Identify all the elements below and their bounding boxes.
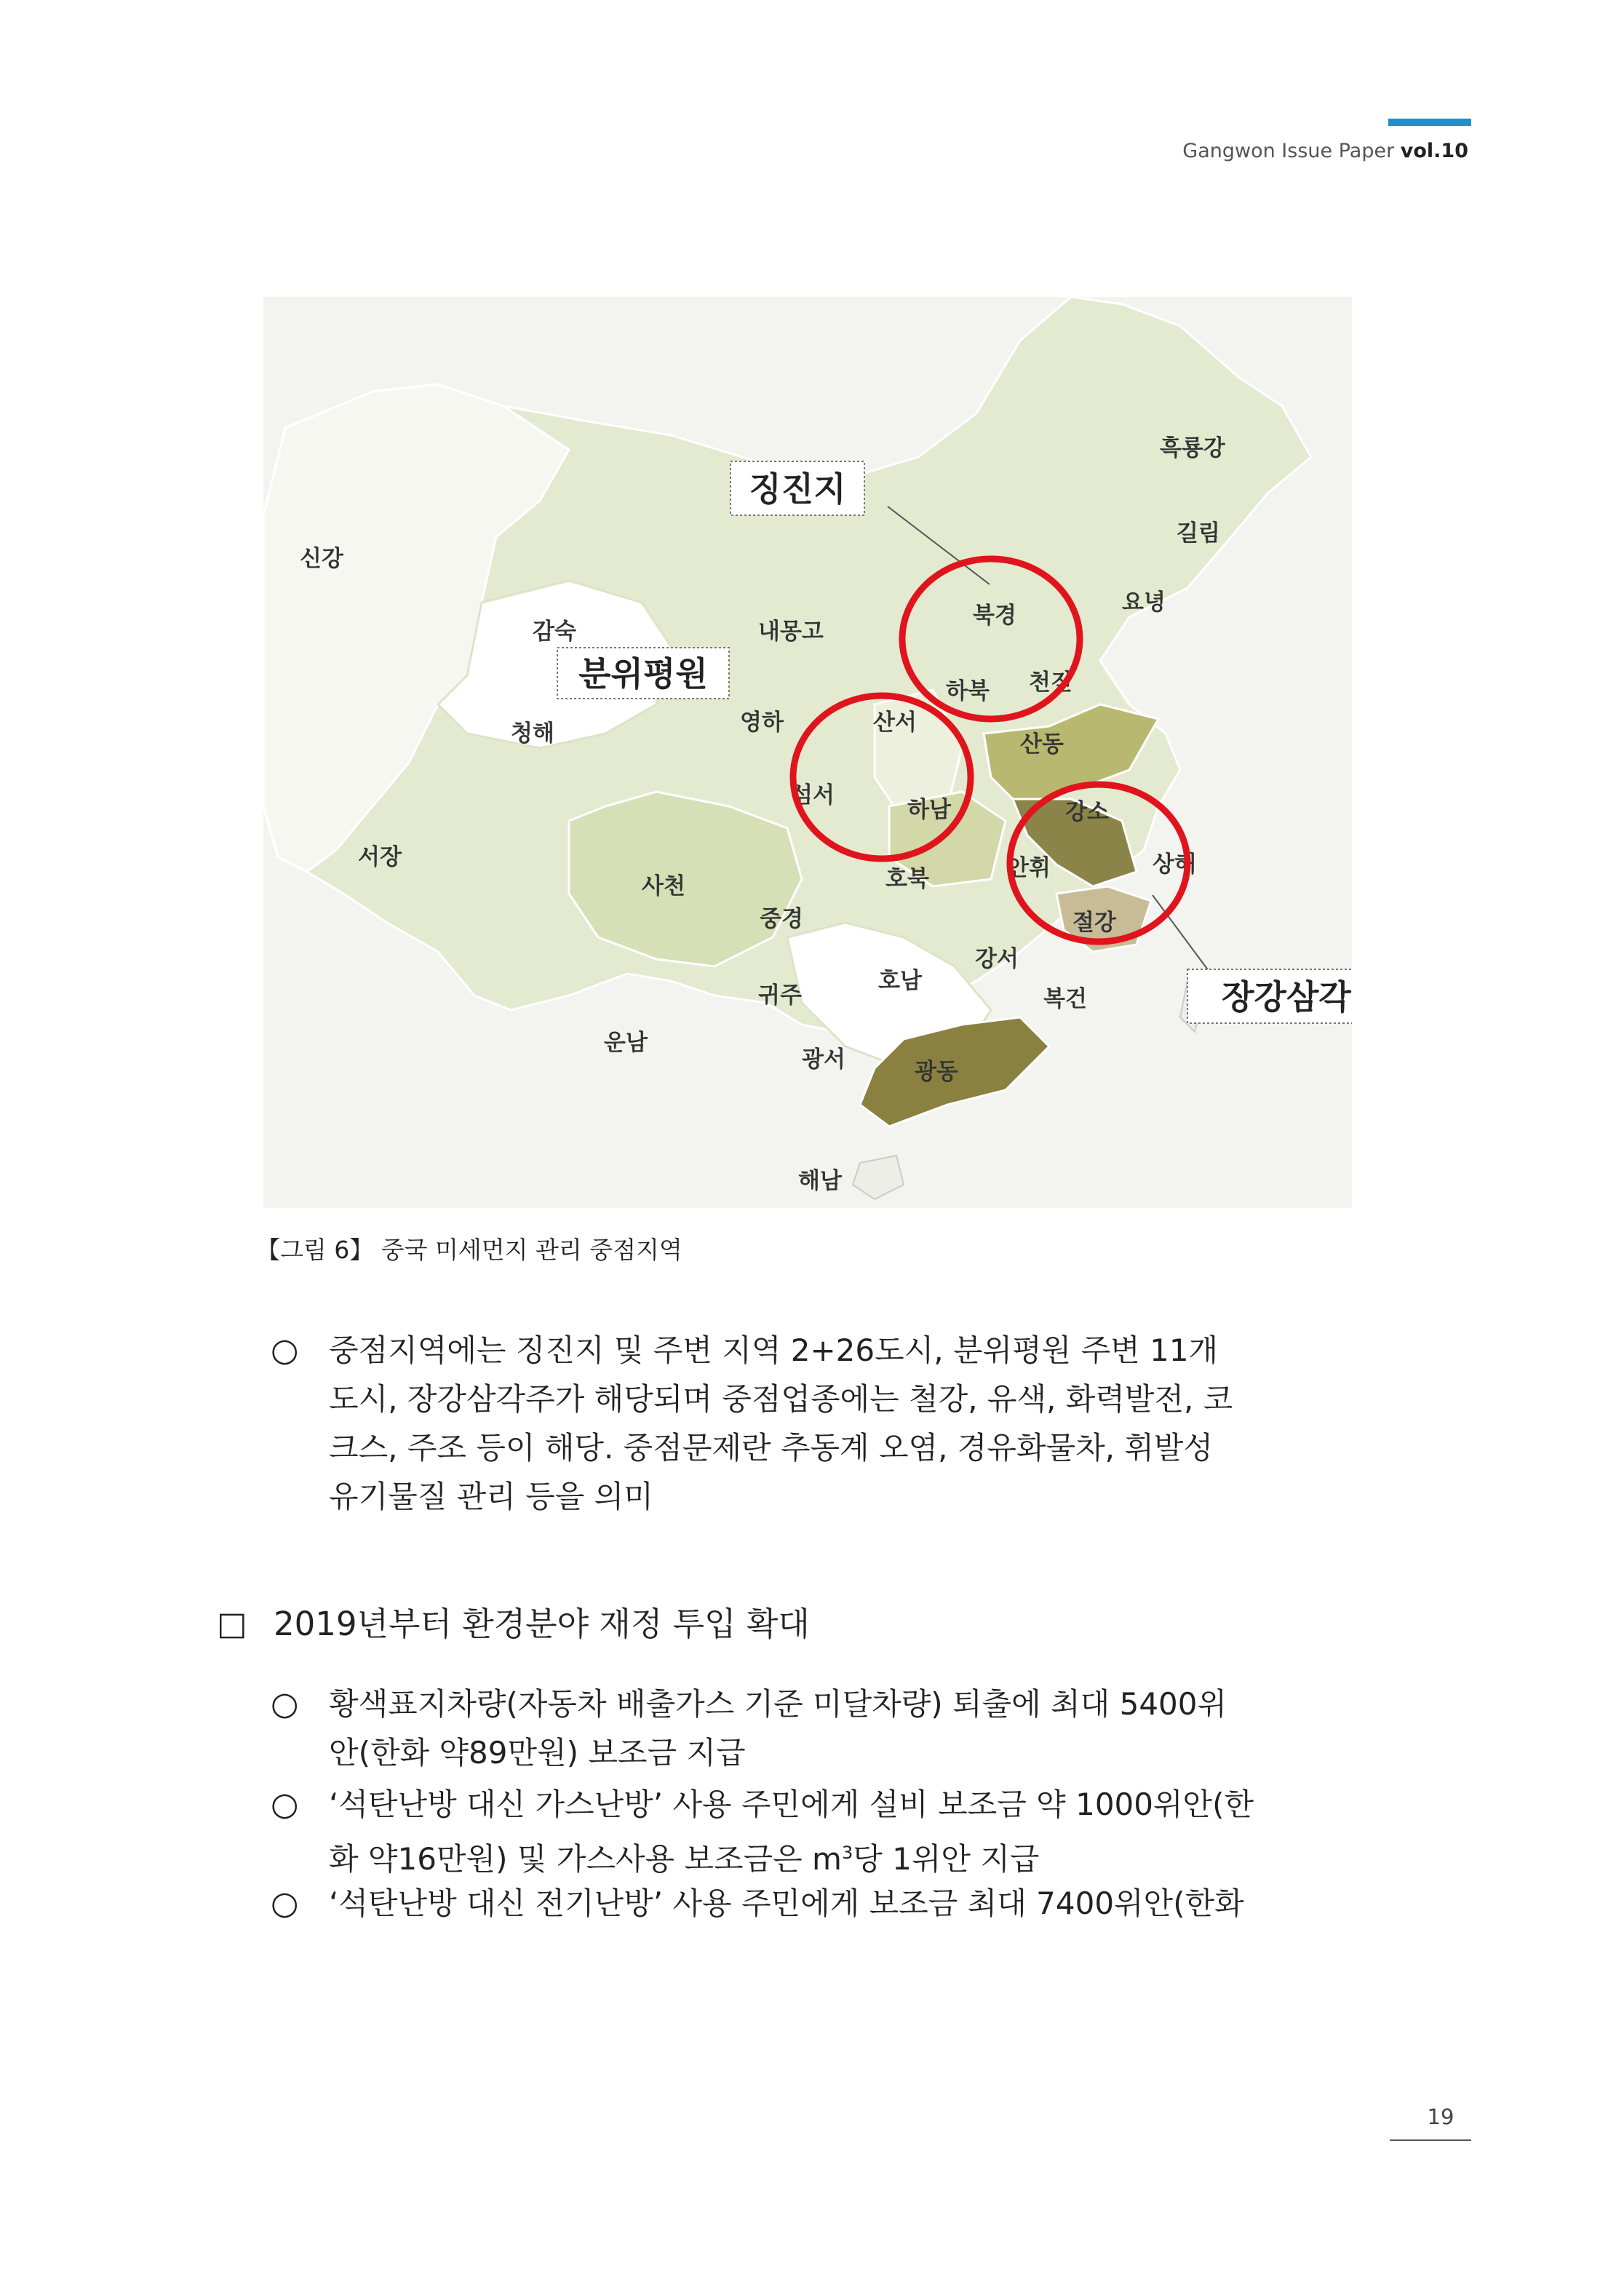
circle-bullet: ○ [271, 1786, 299, 1823]
paragraph-line: 크스, 주조 등이 해당. 중점문제란 추동계 오염, 경유화물차, 휘발성 [329, 1430, 1214, 1466]
callout-fenwei [557, 648, 729, 699]
circle-bullet: ○ [271, 1685, 299, 1722]
bullet-paragraph [271, 1879, 1449, 1930]
callout-yangtze [1187, 969, 1352, 1023]
province-label: 서장 [358, 844, 402, 870]
page-number: 19 [1427, 2105, 1454, 2129]
province-label: 감숙 [533, 619, 576, 645]
province-label: 길림 [1177, 520, 1220, 547]
province-label: 영하 [740, 710, 784, 736]
callout-label: 장강삼각 [1222, 977, 1351, 1017]
circle-bullet: ○ [271, 1332, 299, 1369]
circle-bullet: ○ [271, 1885, 299, 1922]
paragraph-line: 중점지역에는 징진지 및 주변 지역 2+26도시, 분위평원 주변 11개 [329, 1332, 1219, 1368]
province-label: 하북 [946, 678, 990, 704]
text-run: 화 약16만원) 및 가스사용 보조금은 m [329, 1841, 842, 1877]
volume-label: vol.10 [1400, 140, 1468, 162]
footer-rule [1390, 2139, 1471, 2141]
province-label: 절강 [1072, 910, 1116, 936]
province-label: 광서 [802, 1046, 845, 1073]
callout-jingjinji [731, 461, 864, 515]
paragraph-line: ‘석탄난방 대신 가스난방’ 사용 주민에게 설비 보조금 약 1000위안(한 [329, 1787, 1254, 1822]
paragraph-line: ‘석탄난방 대신 전기난방’ 사용 주민에게 보조금 최대 7400위안(한화 [329, 1885, 1244, 1921]
paragraph-line: 유기물질 관리 등을 의미 [329, 1479, 653, 1514]
header-accent-bar [1388, 119, 1471, 126]
province-label: 복건 [1043, 986, 1087, 1012]
paragraph-line: 안(한화 약89만원) 보조금 지급 [329, 1735, 746, 1771]
province-label: 신강 [300, 546, 343, 572]
province-label: 북경 [973, 603, 1016, 629]
bullet-paragraph [271, 1780, 1449, 1882]
province-label: 상해 [1153, 851, 1196, 878]
province-label: 광동 [915, 1059, 958, 1085]
province-label: 섬서 [791, 782, 835, 808]
bullet-paragraph [271, 1326, 1449, 1544]
province-label: 운남 [604, 1030, 648, 1056]
province-label: 사천 [642, 873, 685, 899]
province-label: 산동 [1020, 731, 1064, 758]
province-label: 안휘 [1007, 855, 1051, 881]
bullet-paragraph [271, 1680, 1449, 1781]
province-label: 하남 [907, 797, 951, 823]
province-label: 산서 [873, 710, 917, 736]
callout-label: 징진지 [749, 469, 846, 509]
figure-caption: 【그림 6】 중국 미세먼지 관리 중점지역 [256, 1236, 682, 1264]
paragraph-line [329, 1829, 1040, 1883]
running-header [1182, 140, 1468, 162]
publication-name: Gangwon Issue Paper [1182, 140, 1395, 162]
province-label: 내몽고 [758, 619, 824, 645]
province-label: 흑룡강 [1160, 435, 1225, 461]
province-label: 해남 [798, 1168, 842, 1194]
province-label: 귀주 [758, 982, 802, 1009]
province-label: 천진 [1029, 669, 1072, 696]
province-label: 청해 [511, 720, 554, 747]
section-title: 2019년부터 환경분야 재정 투입 확대 [274, 1605, 810, 1643]
square-bullet: □ [217, 1605, 247, 1642]
china-map-figure [263, 297, 1352, 1208]
superscript-exponent: 3 [841, 1843, 853, 1863]
callout-label: 분위평원 [578, 654, 708, 694]
province-label: 강소 [1065, 799, 1109, 825]
province-label: 호북 [885, 866, 929, 892]
paragraph-line: 도시, 장강삼각주가 해당되며 중점업종에는 철강, 유색, 화력발전, 코 [329, 1381, 1233, 1417]
province-label: 호남 [878, 968, 922, 994]
paragraph-line: 황색표지차량(자동차 배출가스 기준 미달차량) 퇴출에 최대 5400위 [329, 1686, 1227, 1722]
province-label: 요녕 [1122, 589, 1166, 616]
province-label: 강서 [975, 946, 1019, 972]
text-run: 당 1위안 지급 [853, 1841, 1040, 1877]
province-label: 중경 [760, 906, 803, 932]
